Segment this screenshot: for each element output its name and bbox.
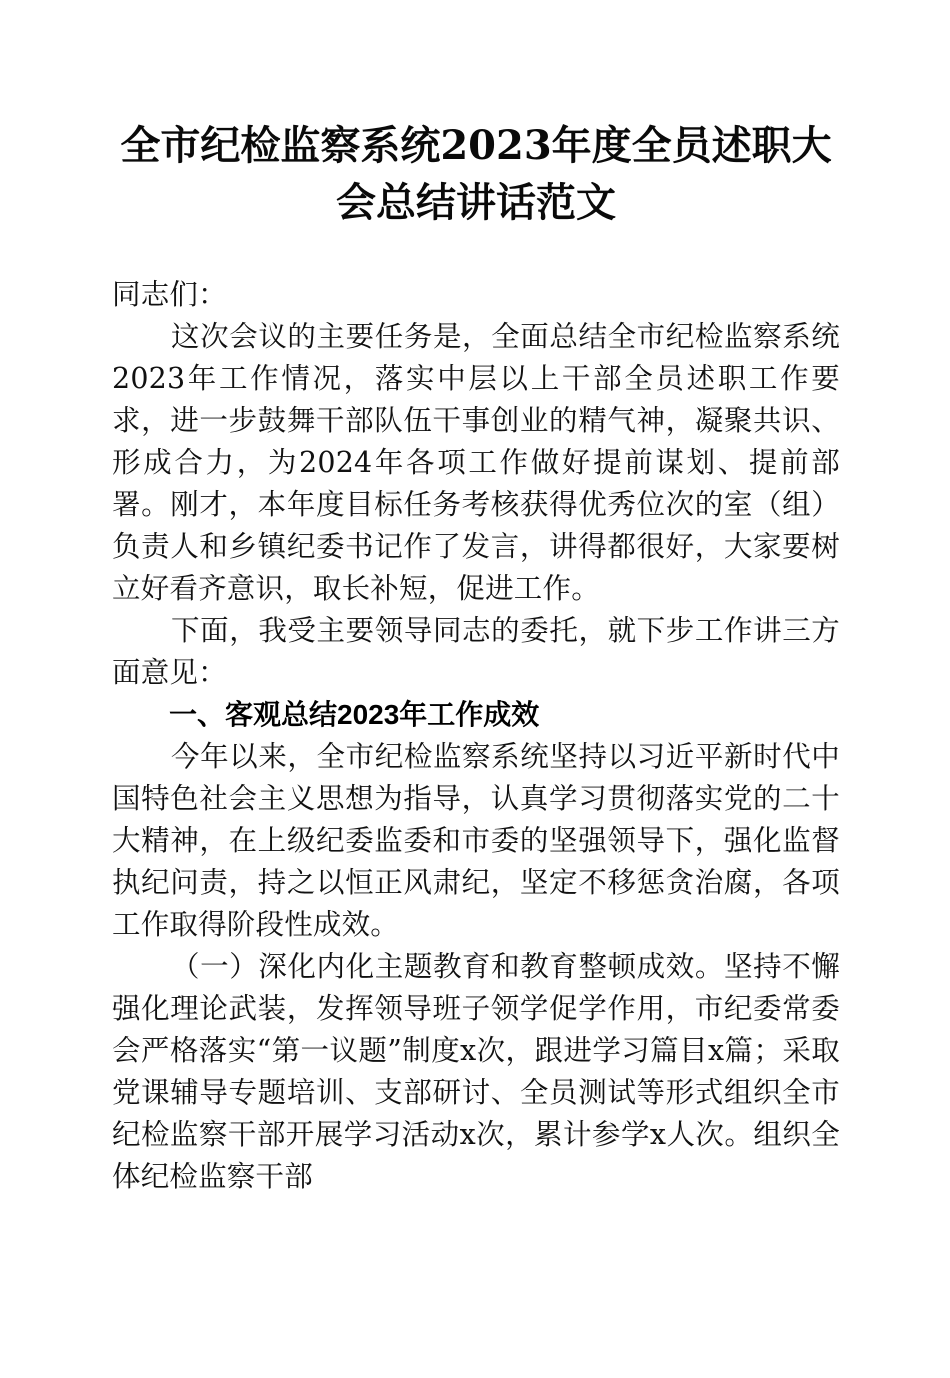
salutation: 同志们：	[112, 278, 227, 311]
section-heading-one: 一、客观总结2023年工作成效	[169, 699, 540, 730]
title-body-spacer	[112, 231, 840, 274]
page-bottom-whitespace	[112, 1198, 840, 1378]
document-content	[112, 0, 840, 1378]
paragraph-meeting-purpose: 这次会议的主要任务是，全面总结全市纪检监察系统2023年工作情况，落实中层以上干部全员述职工作要求，进一步鼓舞干部队伍干事创业的精气神，凝聚共识、形成合力，为2024年各项工作做好提前谋划、提前部署。刚才，本年度目标任务考核获得优秀位次的室（组）负责人和乡镇纪委书记作了发言，讲得都很好，大家要树立好看齐意识，取长补短，促进工作。	[112, 320, 840, 605]
paragraph-three-opinions-lead: 下面，我受主要领导同志的委托，就下步工作讲三方面意见：	[112, 614, 840, 689]
paragraph-subsection-one: （一）深化内化主题教育和教育整顿成效。坚持不懈强化理论武装，发挥领导班子领学促学作用，市纪委常委会严格落实“第一议题”制度x次，跟进学习篇目x篇；采取党课辅导专题培训、支部研讨、全员测试等形式组织全市纪检监察干部开展学习活动x次，累计参学x人次。组织全体纪检监察干部	[112, 950, 840, 1193]
page-title: 全市纪检监察系统2023年度全员述职大会总结讲话范文	[120, 122, 832, 226]
paragraph-year-overview: 今年以来，全市纪检监察系统坚持以习近平新时代中国特色社会主义思想为指导，认真学习贯彻落实党的二十大精神，在上级纪委监委和市委的坚强领导下，强化监督执纪问责，持之以恒正风肃纪，坚定不移惩贪治腐，各项工作取得阶段性成效。	[112, 740, 840, 941]
